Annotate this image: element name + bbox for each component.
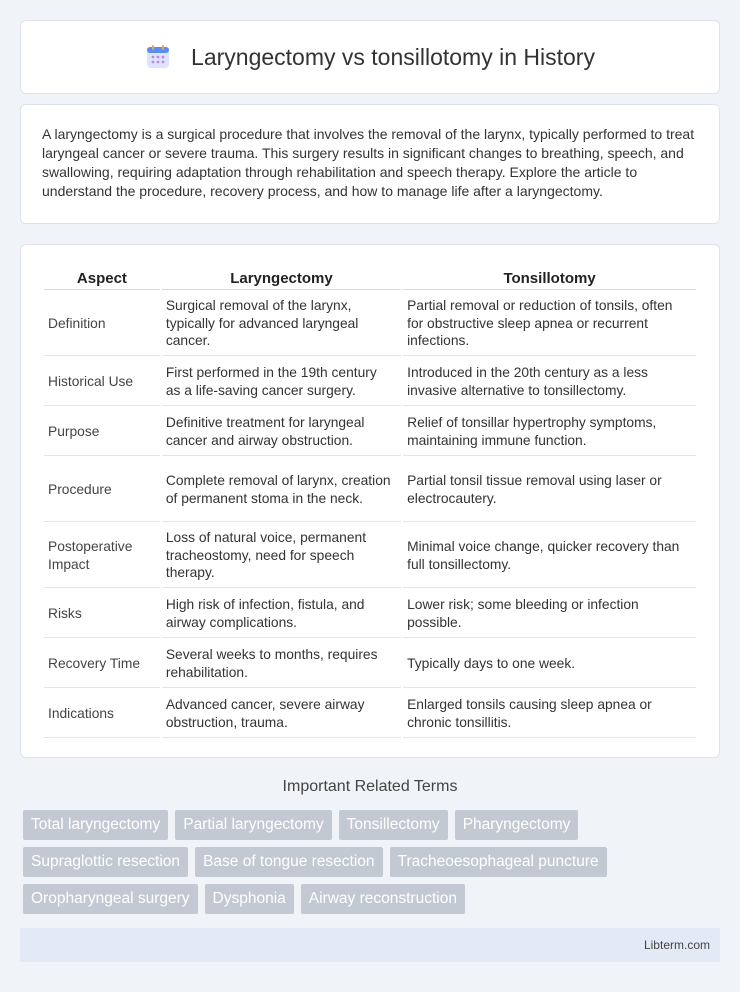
page-title: Laryngectomy vs tonsillotomy in History xyxy=(191,43,595,70)
related-term-tag[interactable]: Pharyngectomy xyxy=(455,810,579,840)
aspect-cell: Recovery Time xyxy=(44,640,160,688)
aspect-cell: Historical Use xyxy=(44,358,160,406)
table-row xyxy=(44,524,696,588)
laryngectomy-cell: High risk of infection, fistula, and airway complications. xyxy=(162,590,401,638)
calendar-icon xyxy=(145,44,171,70)
related-term-tag[interactable]: Partial laryngectomy xyxy=(175,810,331,840)
table-row xyxy=(44,690,696,738)
related-term-tag[interactable]: Supraglottic resection xyxy=(23,847,188,877)
tonsillotomy-cell: Enlarged tonsils causing sleep apnea or chronic tonsillitis. xyxy=(403,690,696,738)
table-row xyxy=(44,358,696,406)
laryngectomy-cell: Definitive treatment for laryngeal cancer and airway obstruction. xyxy=(162,408,401,456)
header-tonsillotomy: Tonsillotomy xyxy=(403,267,696,290)
aspect-cell: Purpose xyxy=(44,408,160,456)
related-term-tag[interactable]: Base of tongue resection xyxy=(195,847,382,877)
aspect-cell: Procedure xyxy=(44,458,160,522)
related-term-tag[interactable]: Airway reconstruction xyxy=(301,884,465,914)
intro-text: A laryngectomy is a surgical procedure that involves the removal of the larynx, typically performed to treat laryngeal cancer or severe trauma. This surgery results in significant changes to breathing, speech, and swallowing, requiring adaptation through rehabilitation and speech therapy. Explore the article to understand the procedure, recovery process, and how to manage life after a laryngectomy. xyxy=(42,126,695,199)
footer xyxy=(20,928,720,962)
aspect-cell: Postoperative Impact xyxy=(44,524,160,588)
table-row xyxy=(44,640,696,688)
tonsillotomy-cell: Relief of tonsillar hypertrophy symptoms, maintaining immune function. xyxy=(403,408,696,456)
aspect-cell: Risks xyxy=(44,590,160,638)
header-card xyxy=(20,20,720,94)
aspect-cell: Indications xyxy=(44,690,160,738)
table-row xyxy=(44,458,696,522)
footer-brand-link[interactable]: Libterm.com xyxy=(643,938,710,952)
related-terms-list xyxy=(23,810,723,914)
tonsillotomy-cell: Minimal voice change, quicker recovery than full tonsillectomy. xyxy=(403,524,696,588)
laryngectomy-cell: Advanced cancer, severe airway obstruction, trauma. xyxy=(162,690,401,738)
table-row xyxy=(44,292,696,356)
related-term-tag[interactable]: Tonsillectomy xyxy=(339,810,448,840)
laryngectomy-cell: Loss of natural voice, permanent tracheostomy, need for speech therapy. xyxy=(162,524,401,588)
related-term-tag[interactable]: Dysphonia xyxy=(205,884,294,914)
table-row xyxy=(44,408,696,456)
table-row xyxy=(44,590,696,638)
header-laryngectomy: Laryngectomy xyxy=(162,267,401,290)
comparison-card xyxy=(20,244,720,758)
related-term-tag[interactable]: Total laryngectomy xyxy=(23,810,168,840)
laryngectomy-cell: Several weeks to months, requires rehabilitation. xyxy=(162,640,401,688)
intro-card xyxy=(20,104,720,224)
tonsillotomy-cell: Introduced in the 20th century as a less invasive alternative to tonsillectomy. xyxy=(403,358,696,406)
laryngectomy-cell: First performed in the 19th century as a life-saving cancer surgery. xyxy=(162,358,401,406)
related-term-tag[interactable]: Tracheoesophageal puncture xyxy=(390,847,607,877)
tonsillotomy-cell: Partial removal or reduction of tonsils, often for obstructive sleep apnea or recurrent infections. xyxy=(403,292,696,356)
comparison-table xyxy=(42,265,698,740)
table-header-row xyxy=(44,267,696,290)
related-terms-title: Important Related Terms xyxy=(282,778,458,795)
tonsillotomy-cell: Partial tonsil tissue removal using laser or electrocautery. xyxy=(403,458,696,522)
laryngectomy-cell: Complete removal of larynx, creation of permanent stoma in the neck. xyxy=(162,458,401,522)
tonsillotomy-cell: Lower risk; some bleeding or infection possible. xyxy=(403,590,696,638)
related-term-tag[interactable]: Oropharyngeal surgery xyxy=(23,884,198,914)
aspect-cell: Definition xyxy=(44,292,160,356)
laryngectomy-cell: Surgical removal of the larynx, typically for advanced laryngeal cancer. xyxy=(162,292,401,356)
header-aspect: Aspect xyxy=(44,267,160,290)
tonsillotomy-cell: Typically days to one week. xyxy=(403,640,696,688)
